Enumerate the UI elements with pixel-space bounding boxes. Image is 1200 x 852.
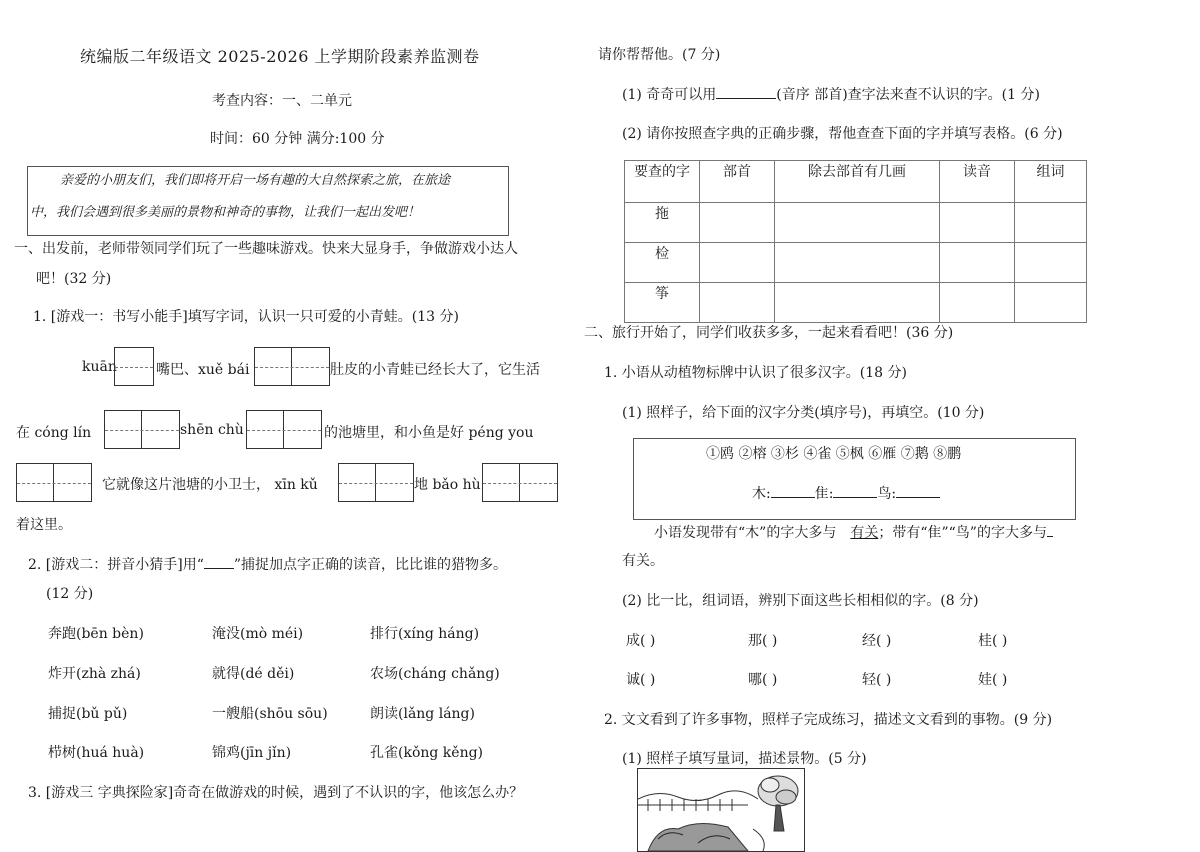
q1-text-2: 肚皮的小青蛙已经长大了，它生活 (330, 362, 540, 378)
table-cell[interactable] (700, 283, 775, 323)
q2-score: (12 分) (46, 586, 94, 602)
q2-title-blank (204, 568, 234, 569)
q2-item[interactable]: 捕捉(bǔ pǔ) (48, 706, 128, 722)
table-row (625, 203, 1087, 243)
q1-text-7: 地 bǎo hù (414, 477, 481, 493)
answer-box-pengyou[interactable] (16, 463, 92, 502)
table-cell[interactable] (700, 243, 775, 283)
table-row (625, 283, 1087, 323)
table-header: 读音 (940, 161, 1015, 203)
char-list: ①鸥 ②榕 ③杉 ④雀 ⑤枫 ⑥雁 ⑦鹅 ⑧鹏 (706, 446, 962, 462)
table-header: 除去部首有几画 (775, 161, 940, 203)
q2-item[interactable]: 炸开(zhà zhá) (48, 666, 141, 682)
char-pair[interactable]: 桂( ) (978, 633, 1008, 649)
s2-q1-sub-1: (1) 照样子，给下面的汉字分类(填序号)，再填空。(10 分) (622, 405, 985, 421)
q2-title-b: ”捕捉加点字正确的读音，比比谁的猎物多。 (233, 557, 508, 573)
table-cell[interactable] (940, 243, 1015, 283)
q2-item[interactable]: 就得(dé děi) (212, 666, 295, 682)
dictionary-table (624, 160, 1087, 323)
intro-line-2: 中，我们会遇到很多美丽的景物和神奇的事物，让我们一起出发吧！ (30, 205, 421, 220)
section-1-heading-cont: 吧！(32 分) (36, 271, 112, 287)
char-pair[interactable]: 经( ) (862, 633, 892, 649)
s2-q1-sub-2: (2) 比一比，组词语，辨别下面这些长相相似的字。(8 分) (622, 593, 979, 609)
table-row (625, 243, 1087, 283)
q1-text-5: 的池塘里，和小鱼是好 péng you (324, 425, 534, 441)
char-pair[interactable]: 轻( ) (862, 672, 892, 688)
s2-q1-title: 1. 小语从动植物标牌中认识了很多汉字。(18 分) (604, 365, 907, 381)
table-cell[interactable] (700, 203, 775, 243)
q1-text-4: shēn chù (180, 422, 244, 438)
char-classify-box (633, 438, 1076, 520)
answer-box-xinku[interactable] (338, 463, 414, 502)
table-header: 部首 (700, 161, 775, 203)
q1-text-6: 它就像这片池塘的小卫士， xīn kǔ (102, 477, 318, 493)
table-header: 要查的字 (625, 161, 700, 203)
char-pair[interactable]: 哪( ) (748, 672, 778, 688)
answer-box-baohu[interactable] (482, 463, 558, 502)
intro-box (27, 166, 509, 236)
q2-item[interactable]: 农场(cháng chǎng) (370, 666, 500, 682)
pinyin-kuan: kuān (82, 359, 117, 375)
q3-title: 3. [游戏三 字典探险家]奇奇在做游戏的时候，遇到了不认识的字，他该怎么办？ (28, 785, 524, 801)
q1-text-1: 嘴巴、xuě bái (156, 362, 250, 378)
answer-box-shenchu[interactable] (246, 410, 322, 449)
q3-sub-1-blank[interactable] (716, 98, 776, 99)
finding-line (654, 522, 1053, 542)
q2-item[interactable]: 栉树(huá huà) (48, 745, 145, 761)
q2-item[interactable]: 一艘船(shōu sōu) (212, 706, 328, 722)
table-cell[interactable] (1015, 203, 1087, 243)
category-mu-blank[interactable] (771, 497, 815, 498)
lookup-char: 检 (625, 243, 700, 283)
q2-item[interactable]: 孔雀(kǒng kěng) (370, 745, 484, 761)
answer-box-conglin[interactable] (104, 410, 180, 449)
section-2-heading: 二、旅行开始了，同学们收获多多，一起来看看吧！(36 分) (584, 325, 954, 341)
q3-sub-1 (622, 84, 1040, 104)
q2-item[interactable]: 奔跑(bēn bèn) (48, 626, 144, 642)
q1-text-3: 在 cóng lín (16, 425, 92, 441)
section-1-heading: 一、出发前，老师带领同学们玩了一些趣味游戏。快来大显身手，争做游戏小达人 (14, 241, 518, 257)
answer-box-xuebai[interactable] (254, 347, 330, 386)
q3-title-cont: 请你帮帮他。(7 分) (598, 47, 721, 63)
q2-title (28, 554, 507, 574)
q2-item[interactable]: 朗读(lǎng láng) (370, 706, 475, 722)
answer-box-kuan[interactable] (114, 347, 154, 386)
q2-item[interactable]: 淹没(mò méi) (212, 626, 304, 642)
scenery-drawing (638, 769, 804, 851)
category-niao: 鸟: (877, 486, 897, 502)
table-cell[interactable] (1015, 243, 1087, 283)
q2-title-a: 2. [游戏二：拼音小猜手]用“ (28, 557, 204, 573)
exam-time: 时间：60 分钟 满分:100 分 (210, 131, 385, 147)
s2-q2-sub-1: (1) 照样子填写量词，描述景物。(5 分) (622, 751, 867, 767)
char-pair[interactable]: 成( ) (626, 633, 656, 649)
char-pair[interactable]: 诚( ) (626, 672, 656, 688)
char-pair[interactable]: 娃( ) (978, 672, 1008, 688)
lookup-char: 拖 (625, 203, 700, 243)
category-mu: 木: (752, 486, 771, 502)
table-cell[interactable] (775, 243, 940, 283)
q3-sub-1-b: (音序 部首)查字法来查不认识的字。(1 分) (776, 87, 1040, 103)
scenery-illustration (637, 768, 805, 852)
q1-text-8: 着这里。 (16, 517, 72, 533)
q3-sub-2: (2) 请你按照查字典的正确步骤，帮他查查下面的字并填写表格。(6 分) (622, 126, 1063, 142)
q2-item[interactable]: 排行(xíng háng) (370, 626, 480, 642)
category-niao-blank[interactable] (896, 497, 940, 498)
table-cell[interactable] (775, 283, 940, 323)
finding-c: ；带有“隹”“鸟”的字大多与 (878, 525, 1047, 541)
category-zhui: 隹: (814, 486, 834, 502)
finding-answer: 有关 (850, 525, 879, 541)
page-title: 统编版二年级语文 2025-2026 上学期阶段素养监测卷 (80, 47, 480, 66)
intro-line-1: 亲爱的小朋友们，我们即将开启一场有趣的大自然探索之旅，在旅途 (60, 173, 451, 188)
q1-title: 1. [游戏一：书写小能手]填写字词，认识一只可爱的小青蛙。(13 分) (33, 309, 459, 325)
finding-a: 小语发现带有“木”的字大多与 (654, 525, 837, 541)
finding-end: 有关。 (622, 553, 664, 569)
char-pair[interactable]: 那( ) (748, 633, 778, 649)
lookup-char: 筝 (625, 283, 700, 323)
table-header: 组词 (1015, 161, 1087, 203)
finding-blank[interactable] (1047, 536, 1053, 537)
table-cell[interactable] (940, 283, 1015, 323)
exam-scope: 考查内容：一、二单元 (212, 93, 352, 109)
s2-q2-title: 2. 文文看到了许多事物，照样子完成练习，描述文文看到的事物。(9 分) (604, 712, 1053, 728)
table-cell[interactable] (940, 203, 1015, 243)
q3-sub-1-a: (1) 奇奇可以用 (622, 87, 717, 103)
classify-row (752, 483, 940, 503)
category-zhui-blank[interactable] (833, 497, 877, 498)
table-cell[interactable] (775, 203, 940, 243)
q2-item[interactable]: 锦鸡(jīn jǐn) (212, 745, 292, 761)
table-cell[interactable] (1015, 283, 1087, 323)
